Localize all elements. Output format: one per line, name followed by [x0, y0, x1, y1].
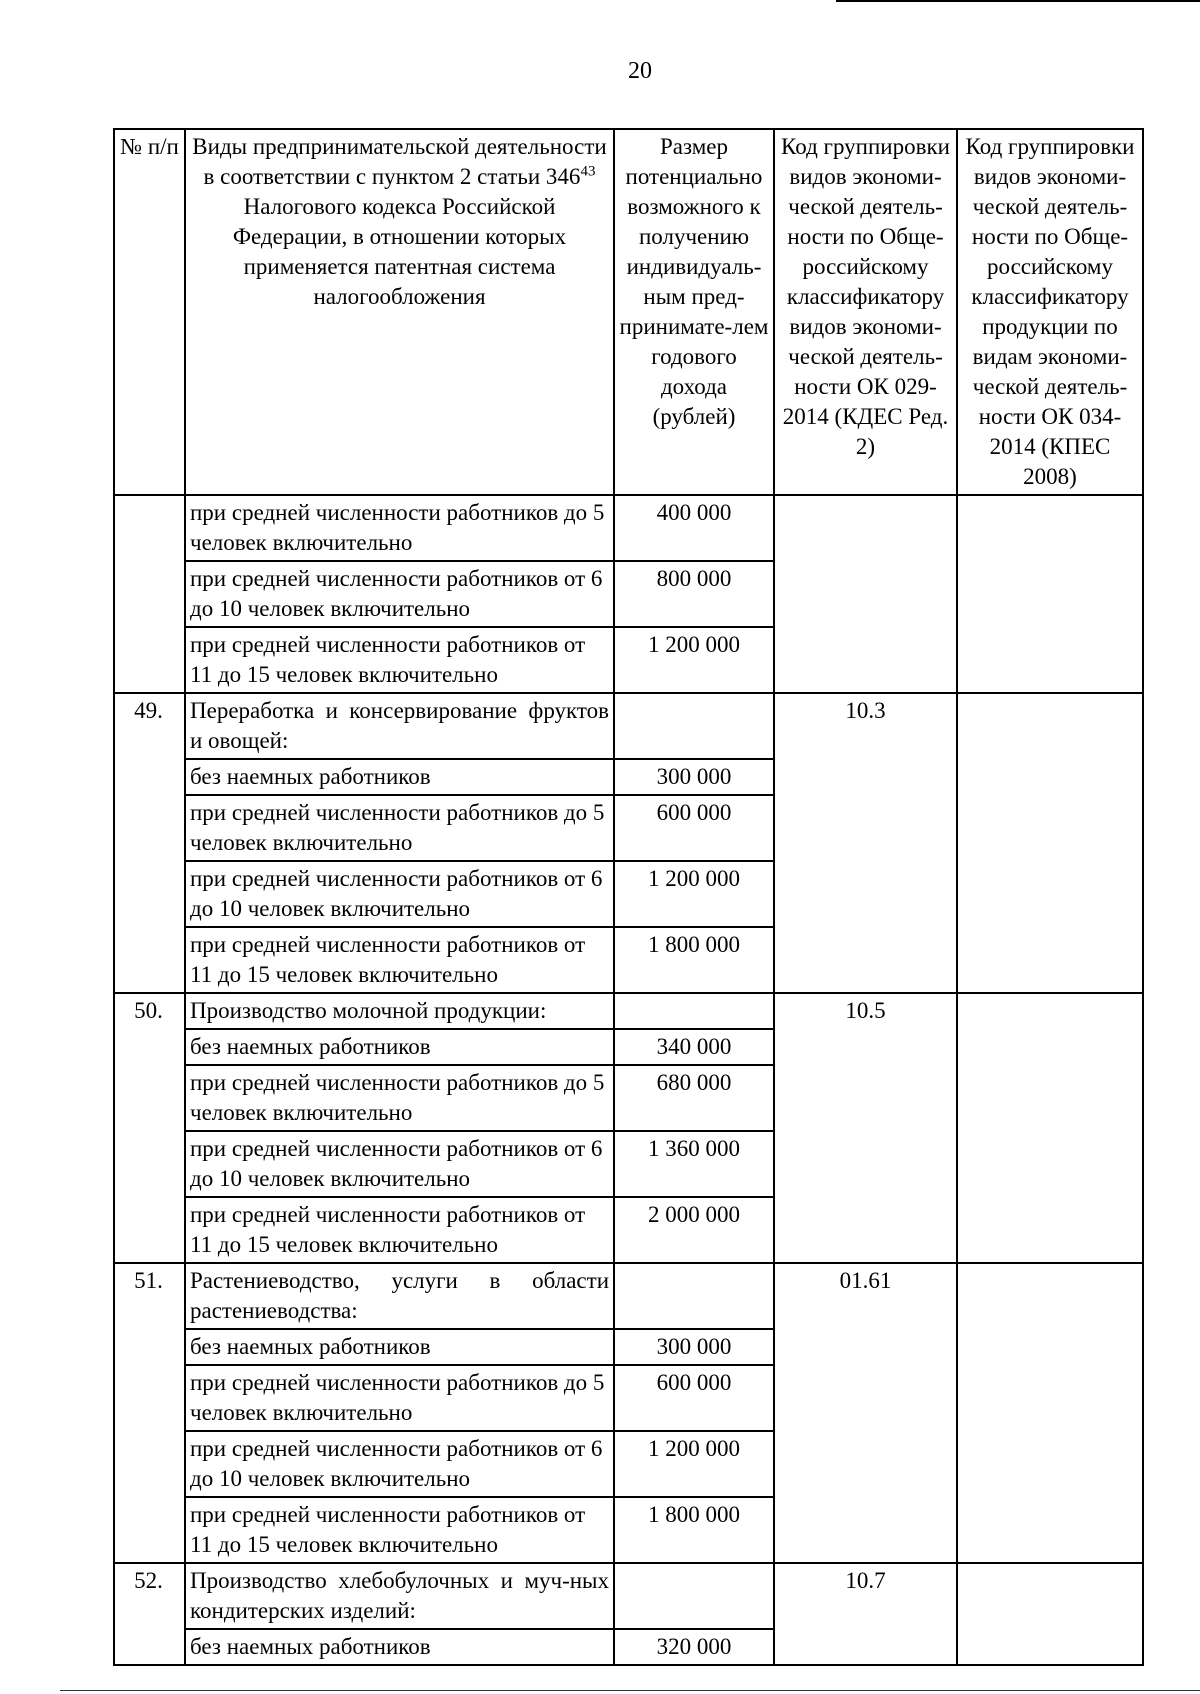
row-income-value: 1 800 000 [614, 1497, 774, 1563]
header-okved: Код группировки видов экономи-ческой деятель-ности по Обще-российскому классификатору видов экономи-ческой деятель-ности ОК 029-2014 (КДЕС Ред. 2) [774, 129, 957, 495]
header-activity-sup: 43 [580, 163, 596, 180]
header-income: Размер потенциально возможного к получению индивидуаль-ным пред-принимате-лем годового дохода (рублей) [614, 129, 774, 495]
row-income-value: 1 200 000 [614, 627, 774, 693]
row-okpd-code [957, 693, 1143, 993]
table-row [114, 1263, 1143, 1329]
row-okved-code: 10.5 [774, 993, 957, 1263]
scan-edge-bottom [60, 1690, 1200, 1691]
row-description: при средней численности работников от 11 до 15 человек включительно [185, 627, 614, 693]
row-okved-code: 10.3 [774, 693, 957, 993]
row-number-cell [114, 495, 185, 693]
row-income-value: 2 000 000 [614, 1197, 774, 1263]
row-description: при средней численности работников от 11 до 15 человек включительно [185, 1197, 614, 1263]
row-description: без наемных работников [185, 1329, 614, 1365]
group-title-income-empty [614, 993, 774, 1029]
row-okpd-code [957, 1263, 1143, 1563]
row-income-value: 340 000 [614, 1029, 774, 1065]
patent-activities-table [113, 128, 1144, 1666]
row-description: при средней численности работников до 5 человек включительно [185, 1365, 614, 1431]
row-description: при средней численности работников до 5 человек включительно [185, 795, 614, 861]
header-okpd: Код группировки видов экономи-ческой деятель-ности по Обще-российскому классификатору продукции по видам экономи-ческой деятель-ности ОК 034-2014 (КПЕС 2008) [957, 129, 1143, 495]
group-title-income-empty [614, 1263, 774, 1329]
row-income-value: 600 000 [614, 1365, 774, 1431]
row-income-value: 400 000 [614, 495, 774, 561]
row-description: при средней численности работников от 6 до 10 человек включительно [185, 1131, 614, 1197]
header-activity [185, 129, 614, 495]
header-number: № п/п [114, 129, 185, 495]
row-okpd-code [957, 1563, 1143, 1665]
row-number: 51. [114, 1263, 185, 1563]
row-description: при средней численности работников до 5 человек включительно [185, 1065, 614, 1131]
row-description: без наемных работников [185, 1029, 614, 1065]
table-row [114, 1563, 1143, 1629]
group-title-income-empty [614, 693, 774, 759]
row-description: при средней численности работников до 5 человек включительно [185, 495, 614, 561]
row-description: при средней численности работников от 11 до 15 человек включительно [185, 1497, 614, 1563]
row-income-value: 1 200 000 [614, 861, 774, 927]
row-okpd-code [957, 495, 1143, 693]
group-title: Растениеводство, услуги в области растениеводства: [185, 1263, 614, 1329]
row-income-value: 1 200 000 [614, 1431, 774, 1497]
table-header-row [114, 129, 1143, 495]
header-activity-text: Виды предпринимательской деятельности в соответствии с пунктом 2 статьи 346 [192, 134, 607, 189]
table-row [114, 495, 1143, 561]
scan-edge-top [836, 0, 1200, 2]
row-income-value: 320 000 [614, 1629, 774, 1665]
row-okved-code: 10.7 [774, 1563, 957, 1665]
page-number: 20 [628, 58, 652, 84]
row-description: при средней численности работников от 6 до 10 человек включительно [185, 1431, 614, 1497]
header-activity-tail: Налогового кодекса Российской Федерации, в отношении которых применяется патентная система налогообложения [232, 194, 567, 309]
row-income-value: 300 000 [614, 759, 774, 795]
row-description: при средней численности работников от 6 до 10 человек включительно [185, 561, 614, 627]
row-description: без наемных работников [185, 1629, 614, 1665]
row-description: при средней численности работников от 11 до 15 человек включительно [185, 927, 614, 993]
row-income-value: 680 000 [614, 1065, 774, 1131]
group-title: Переработка и консервирование фруктов и овощей: [185, 693, 614, 759]
row-okved-code [774, 495, 957, 693]
table-row [114, 693, 1143, 759]
row-description: при средней численности работников от 6 до 10 человек включительно [185, 861, 614, 927]
row-number: 49. [114, 693, 185, 993]
row-income-value: 1 360 000 [614, 1131, 774, 1197]
row-description: без наемных работников [185, 759, 614, 795]
table-row [114, 993, 1143, 1029]
row-number: 52. [114, 1563, 185, 1665]
row-okved-code: 01.61 [774, 1263, 957, 1563]
group-title: Производство молочной продукции: [185, 993, 614, 1029]
row-okpd-code [957, 993, 1143, 1263]
row-income-value: 800 000 [614, 561, 774, 627]
row-number: 50. [114, 993, 185, 1263]
group-title: Производство хлебобулочных и муч-ных кондитерских изделий: [185, 1563, 614, 1629]
row-income-value: 1 800 000 [614, 927, 774, 993]
row-income-value: 300 000 [614, 1329, 774, 1365]
group-title-income-empty [614, 1563, 774, 1629]
row-income-value: 600 000 [614, 795, 774, 861]
